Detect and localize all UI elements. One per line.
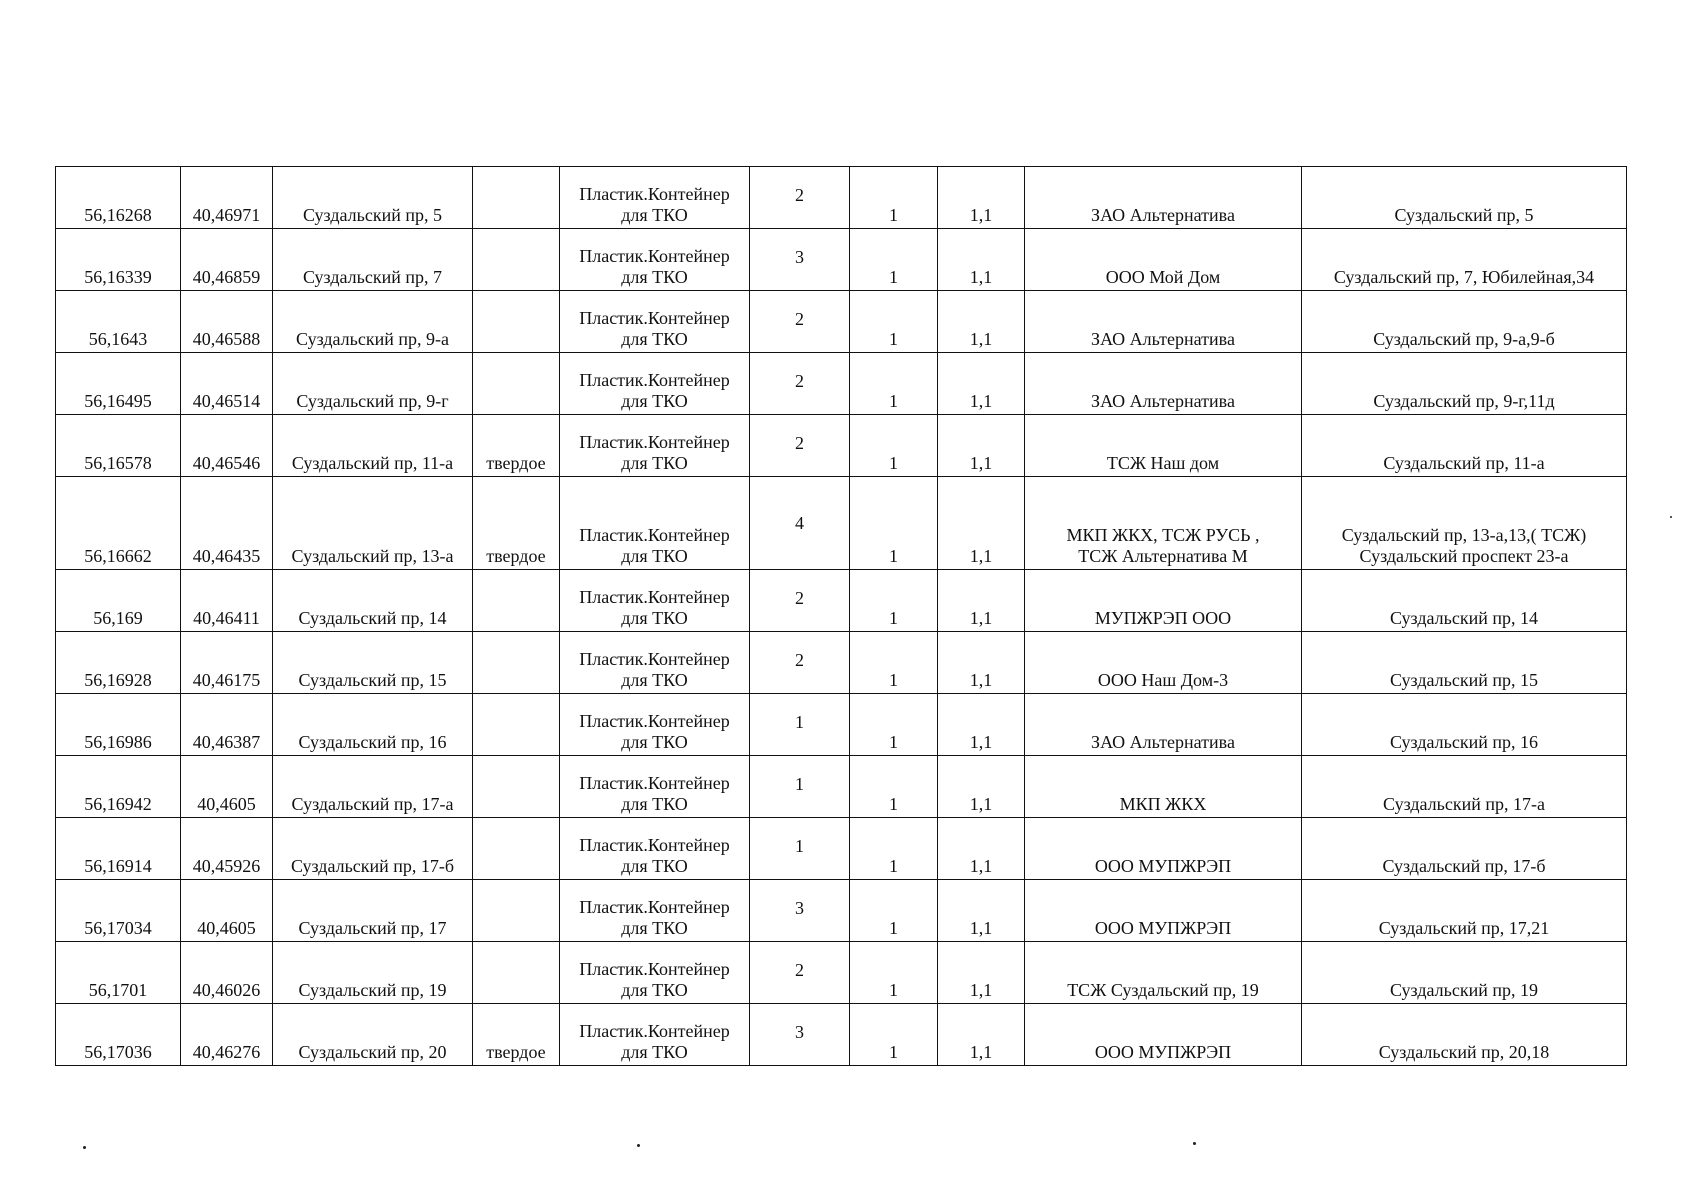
volume-cell: 1,1	[938, 291, 1025, 353]
container-type-line: для ТКО	[621, 670, 688, 690]
latitude-cell: 56,17036	[56, 1004, 181, 1066]
served-objects-line: Суздальский пр, 11-а	[1383, 453, 1545, 473]
table-row	[56, 477, 1627, 570]
served-objects-cell	[1302, 694, 1627, 756]
longitude-cell: 40,46514	[181, 353, 273, 415]
organization-cell	[1025, 353, 1302, 415]
scan-speck	[637, 1144, 640, 1147]
container-type-cell	[560, 632, 750, 694]
container-count-cell: 1	[750, 818, 850, 880]
sites-cell: 1	[850, 1004, 938, 1066]
scan-speck	[83, 1146, 86, 1149]
container-type-line: для ТКО	[621, 546, 688, 566]
address-cell: Суздальский пр, 7	[273, 229, 473, 291]
longitude-cell: 40,46026	[181, 942, 273, 1004]
organization-line: ТСЖ Альтернатива М	[1078, 546, 1248, 566]
container-type-line: для ТКО	[621, 205, 688, 225]
table-row	[56, 880, 1627, 942]
container-type-line: для ТКО	[621, 980, 688, 1000]
table-row	[56, 570, 1627, 632]
table-row	[56, 167, 1627, 229]
table-row	[56, 229, 1627, 291]
container-count-cell: 2	[750, 167, 850, 229]
container-type-line: для ТКО	[621, 391, 688, 411]
container-count-cell: 3	[750, 880, 850, 942]
served-objects-line: Суздальский пр, 15	[1390, 670, 1538, 690]
surface-cell	[473, 694, 560, 756]
organization-line: ТСЖ Суздальский пр, 19	[1067, 980, 1259, 1000]
surface-cell: твердое	[473, 477, 560, 570]
longitude-cell: 40,46387	[181, 694, 273, 756]
longitude-cell: 40,46276	[181, 1004, 273, 1066]
container-count-cell: 2	[750, 632, 850, 694]
container-type-line: Пластик.Контейнер	[579, 587, 730, 607]
address-cell: Суздальский пр, 17-а	[273, 756, 473, 818]
table-body	[56, 167, 1627, 1066]
sites-cell: 1	[850, 570, 938, 632]
container-type-cell	[560, 570, 750, 632]
served-objects-line: Суздальский пр, 9-г,11д	[1373, 391, 1555, 411]
served-objects-line: Суздальский пр, 13-а,13,( ТСЖ)	[1341, 525, 1587, 545]
container-type-line: Пластик.Контейнер	[579, 835, 730, 855]
organization-line: ЗАО Альтернатива	[1091, 391, 1235, 411]
container-type-line: для ТКО	[621, 453, 688, 473]
container-type-cell	[560, 756, 750, 818]
table-row	[56, 291, 1627, 353]
served-objects-line: Суздальский пр, 7, Юбилейная,34	[1333, 267, 1595, 287]
served-objects-line: Суздальский проспект 23-а	[1359, 546, 1569, 566]
served-objects-line: Суздальский пр, 20,18	[1378, 1042, 1550, 1062]
volume-cell: 1,1	[938, 415, 1025, 477]
container-type-line: Пластик.Контейнер	[579, 711, 730, 731]
container-type-line: для ТКО	[621, 608, 688, 628]
organization-cell	[1025, 415, 1302, 477]
address-cell: Суздальский пр, 16	[273, 694, 473, 756]
surface-cell	[473, 570, 560, 632]
served-objects-line: Суздальский пр, 16	[1390, 732, 1538, 752]
container-count-cell: 2	[750, 942, 850, 1004]
container-type-cell	[560, 291, 750, 353]
organization-line: ООО Мой Дом	[1105, 267, 1221, 287]
volume-cell: 1,1	[938, 942, 1025, 1004]
address-cell: Суздальский пр, 17	[273, 880, 473, 942]
volume-cell: 1,1	[938, 880, 1025, 942]
longitude-cell: 40,4605	[181, 880, 273, 942]
surface-cell	[473, 632, 560, 694]
served-objects-line: Суздальский пр, 17-б	[1382, 856, 1546, 876]
table-row	[56, 756, 1627, 818]
sites-cell: 1	[850, 942, 938, 1004]
volume-cell: 1,1	[938, 167, 1025, 229]
container-type-line: Пластик.Контейнер	[579, 184, 730, 204]
organization-line: ЗАО Альтернатива	[1091, 205, 1235, 225]
latitude-cell: 56,16339	[56, 229, 181, 291]
served-objects-cell	[1302, 942, 1627, 1004]
sites-cell: 1	[850, 167, 938, 229]
sites-cell: 1	[850, 291, 938, 353]
served-objects-cell	[1302, 291, 1627, 353]
sites-cell: 1	[850, 818, 938, 880]
longitude-cell: 40,46175	[181, 632, 273, 694]
organization-line: ТСЖ Наш дом	[1106, 453, 1220, 473]
container-count-cell: 2	[750, 353, 850, 415]
organization-cell	[1025, 756, 1302, 818]
table-row	[56, 818, 1627, 880]
organization-cell	[1025, 694, 1302, 756]
served-objects-line: Суздальский пр, 17,21	[1378, 918, 1550, 938]
container-type-line: Пластик.Контейнер	[579, 370, 730, 390]
scan-speck	[1193, 1142, 1196, 1145]
volume-cell: 1,1	[938, 818, 1025, 880]
served-objects-cell	[1302, 167, 1627, 229]
volume-cell: 1,1	[938, 1004, 1025, 1066]
served-objects-cell	[1302, 1004, 1627, 1066]
longitude-cell: 40,46546	[181, 415, 273, 477]
longitude-cell: 40,46971	[181, 167, 273, 229]
container-type-line: для ТКО	[621, 794, 688, 814]
served-objects-cell	[1302, 229, 1627, 291]
container-count-cell: 2	[750, 291, 850, 353]
container-type-line: Пластик.Контейнер	[579, 432, 730, 452]
latitude-cell: 56,16942	[56, 756, 181, 818]
organization-cell	[1025, 1004, 1302, 1066]
organization-line: ООО МУПЖРЭП	[1094, 856, 1232, 876]
address-cell: Суздальский пр, 9-а	[273, 291, 473, 353]
organization-line: МКП ЖКХ, ТСЖ РУСЬ ,	[1066, 525, 1260, 545]
container-type-line: для ТКО	[621, 732, 688, 752]
sites-cell: 1	[850, 880, 938, 942]
volume-cell: 1,1	[938, 477, 1025, 570]
address-cell: Суздальский пр, 14	[273, 570, 473, 632]
container-type-cell	[560, 942, 750, 1004]
address-cell: Суздальский пр, 5	[273, 167, 473, 229]
container-count-cell: 1	[750, 756, 850, 818]
organization-cell	[1025, 942, 1302, 1004]
served-objects-line: Суздальский пр, 5	[1394, 205, 1534, 225]
organization-cell	[1025, 229, 1302, 291]
volume-cell: 1,1	[938, 353, 1025, 415]
organization-cell	[1025, 818, 1302, 880]
container-type-cell	[560, 415, 750, 477]
latitude-cell: 56,16268	[56, 167, 181, 229]
organization-line: ЗАО Альтернатива	[1091, 329, 1235, 349]
organization-cell	[1025, 880, 1302, 942]
container-type-line: Пластик.Контейнер	[579, 773, 730, 793]
organization-cell	[1025, 570, 1302, 632]
surface-cell	[473, 756, 560, 818]
latitude-cell: 56,16928	[56, 632, 181, 694]
latitude-cell: 56,16495	[56, 353, 181, 415]
served-objects-cell	[1302, 570, 1627, 632]
container-type-cell	[560, 818, 750, 880]
container-count-cell: 3	[750, 229, 850, 291]
table-row	[56, 353, 1627, 415]
latitude-cell: 56,1643	[56, 291, 181, 353]
table-row	[56, 632, 1627, 694]
table-row	[56, 694, 1627, 756]
served-objects-cell	[1302, 353, 1627, 415]
volume-cell: 1,1	[938, 570, 1025, 632]
container-type-line: для ТКО	[621, 918, 688, 938]
address-cell: Суздальский пр, 19	[273, 942, 473, 1004]
surface-cell	[473, 229, 560, 291]
served-objects-cell	[1302, 880, 1627, 942]
sites-cell: 1	[850, 229, 938, 291]
served-objects-cell	[1302, 756, 1627, 818]
sites-cell: 1	[850, 415, 938, 477]
container-count-cell: 2	[750, 570, 850, 632]
container-type-line: Пластик.Контейнер	[579, 308, 730, 328]
organization-cell	[1025, 291, 1302, 353]
surface-cell: твердое	[473, 415, 560, 477]
served-objects-cell	[1302, 632, 1627, 694]
address-cell: Суздальский пр, 11-а	[273, 415, 473, 477]
sites-cell: 1	[850, 353, 938, 415]
organization-line: ООО МУПЖРЭП	[1094, 918, 1232, 938]
organization-line: ЗАО Альтернатива	[1091, 732, 1235, 752]
latitude-cell: 56,16914	[56, 818, 181, 880]
longitude-cell: 40,4605	[181, 756, 273, 818]
longitude-cell: 40,45926	[181, 818, 273, 880]
organization-cell	[1025, 632, 1302, 694]
sites-cell: 1	[850, 477, 938, 570]
organization-line: ООО МУПЖРЭП	[1094, 1042, 1232, 1062]
latitude-cell: 56,1701	[56, 942, 181, 1004]
surface-cell	[473, 818, 560, 880]
surface-cell: твердое	[473, 1004, 560, 1066]
served-objects-line: Суздальский пр, 9-а,9-б	[1373, 329, 1555, 349]
served-objects-cell	[1302, 477, 1627, 570]
table-row	[56, 415, 1627, 477]
address-cell: Суздальский пр, 15	[273, 632, 473, 694]
container-type-cell	[560, 167, 750, 229]
served-objects-line: Суздальский пр, 19	[1390, 980, 1538, 1000]
latitude-cell: 56,169	[56, 570, 181, 632]
volume-cell: 1,1	[938, 632, 1025, 694]
container-type-line: Пластик.Контейнер	[579, 1021, 730, 1041]
sites-cell: 1	[850, 694, 938, 756]
latitude-cell: 56,16662	[56, 477, 181, 570]
table-row	[56, 942, 1627, 1004]
sites-cell: 1	[850, 756, 938, 818]
container-type-line: для ТКО	[621, 329, 688, 349]
container-type-line: для ТКО	[621, 267, 688, 287]
container-type-cell	[560, 1004, 750, 1066]
latitude-cell: 56,17034	[56, 880, 181, 942]
longitude-cell: 40,46411	[181, 570, 273, 632]
container-count-cell: 2	[750, 415, 850, 477]
container-count-cell: 4	[750, 477, 850, 570]
container-type-cell	[560, 353, 750, 415]
surface-cell	[473, 291, 560, 353]
organization-cell	[1025, 477, 1302, 570]
container-type-line: Пластик.Контейнер	[579, 246, 730, 266]
latitude-cell: 56,16986	[56, 694, 181, 756]
latitude-cell: 56,16578	[56, 415, 181, 477]
volume-cell: 1,1	[938, 694, 1025, 756]
container-count-cell: 3	[750, 1004, 850, 1066]
served-objects-cell	[1302, 818, 1627, 880]
volume-cell: 1,1	[938, 756, 1025, 818]
surface-cell	[473, 353, 560, 415]
container-type-line: для ТКО	[621, 856, 688, 876]
organization-line: МУПЖРЭП ООО	[1094, 608, 1232, 628]
served-objects-line: Суздальский пр, 14	[1390, 608, 1538, 628]
container-type-cell	[560, 477, 750, 570]
container-type-cell	[560, 694, 750, 756]
container-type-line: Пластик.Контейнер	[579, 959, 730, 979]
container-type-cell	[560, 229, 750, 291]
container-type-line: Пластик.Контейнер	[579, 525, 730, 545]
container-type-line: Пластик.Контейнер	[579, 649, 730, 669]
volume-cell: 1,1	[938, 229, 1025, 291]
organization-line: МКП ЖКХ	[1119, 794, 1207, 814]
organization-cell	[1025, 167, 1302, 229]
longitude-cell: 40,46859	[181, 229, 273, 291]
address-cell: Суздальский пр, 20	[273, 1004, 473, 1066]
scan-speck	[1670, 516, 1672, 518]
container-type-line: для ТКО	[621, 1042, 688, 1062]
container-count-cell: 1	[750, 694, 850, 756]
address-cell: Суздальский пр, 17-б	[273, 818, 473, 880]
table-row	[56, 1004, 1627, 1066]
address-cell: Суздальский пр, 9-г	[273, 353, 473, 415]
address-cell: Суздальский пр, 13-а	[273, 477, 473, 570]
container-type-cell	[560, 880, 750, 942]
surface-cell	[473, 167, 560, 229]
longitude-cell: 40,46435	[181, 477, 273, 570]
organization-line: ООО Наш Дом-3	[1097, 670, 1229, 690]
served-objects-line: Суздальский пр, 17-а	[1383, 794, 1545, 814]
container-type-line: Пластик.Контейнер	[579, 897, 730, 917]
waste-sites-table	[55, 166, 1627, 1066]
surface-cell	[473, 880, 560, 942]
longitude-cell: 40,46588	[181, 291, 273, 353]
served-objects-cell	[1302, 415, 1627, 477]
sites-cell: 1	[850, 632, 938, 694]
surface-cell	[473, 942, 560, 1004]
